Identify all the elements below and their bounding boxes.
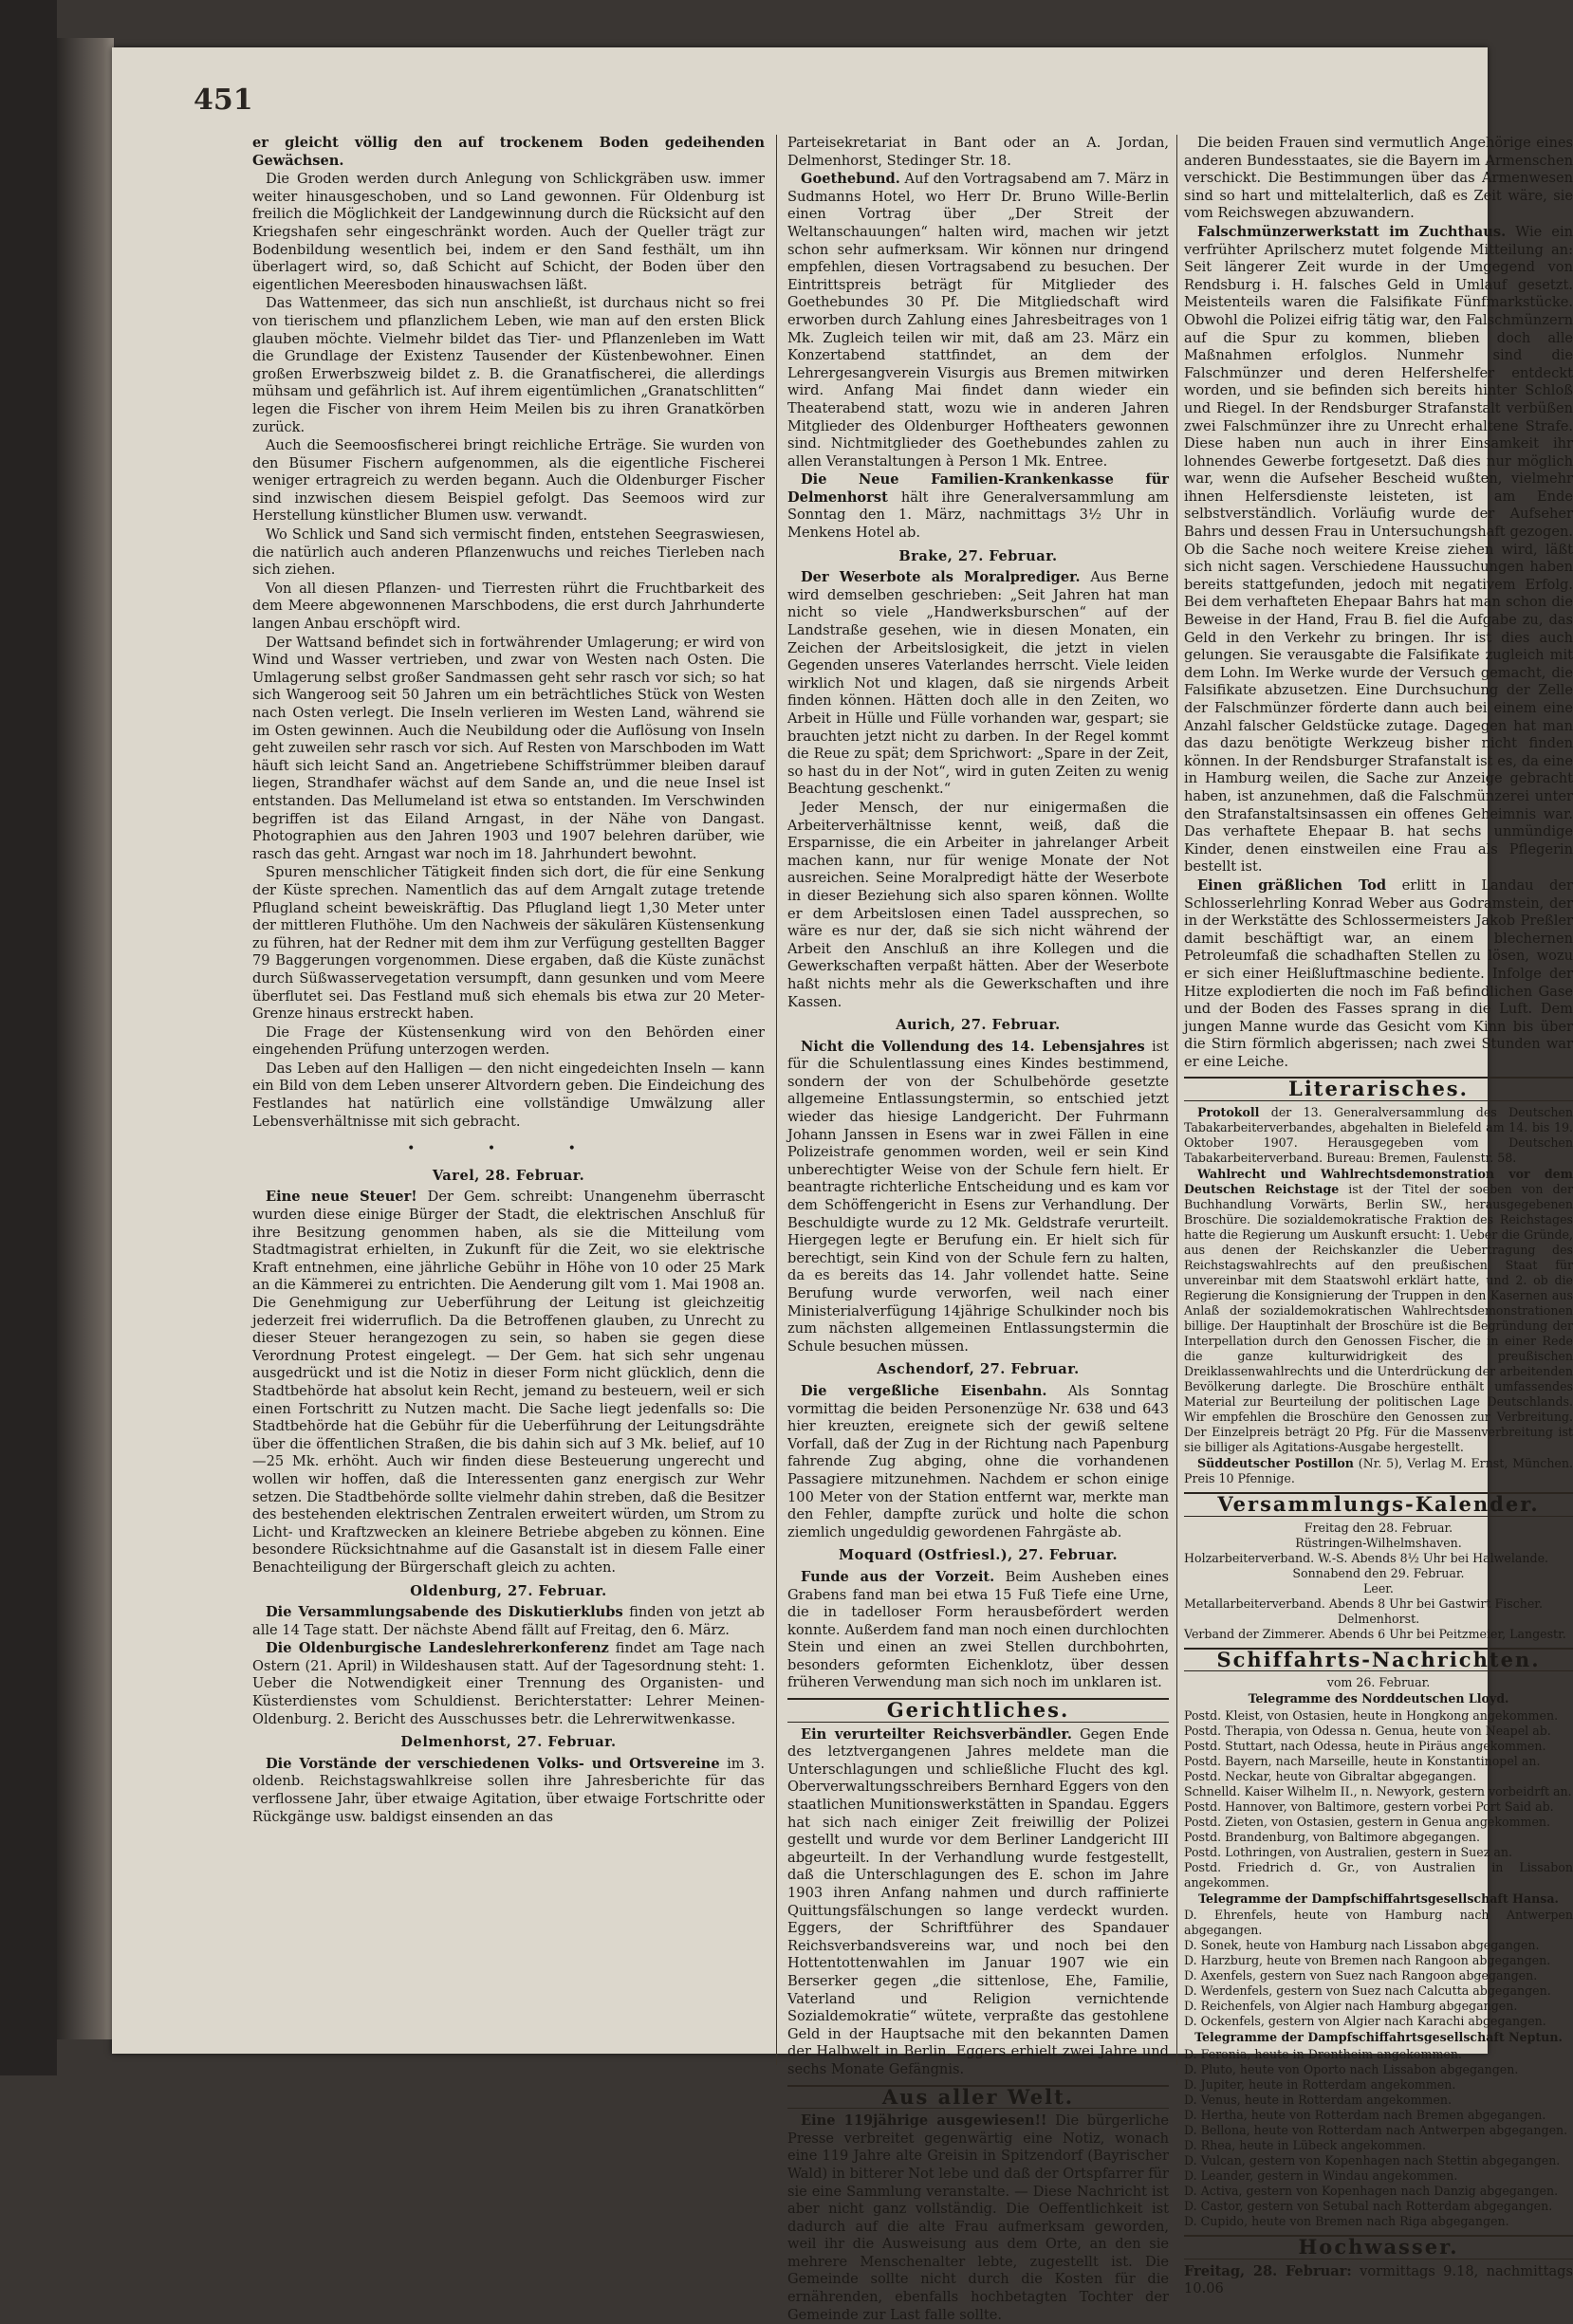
dateline: Aurich, 27. Februar. bbox=[896, 1017, 1061, 1034]
article: Die Oldenburgische Landeslehrerkonferenz findet am Tage nach Ostern (21. April) in Wildeshausen statt. Auf der Tagesordnung steht: 1. Ueber die Notwendigkeit einer Trennung des Organisten- und Küsterdienstes vom Schuldienst. Berichterstatter: Lehrer Meinen-Oldenburg. 2. Bericht des Ausschusses betr. die Lehrerwitwenkasse. bbox=[252, 1640, 765, 1727]
shipping-item: Postd. Therapia, von Odessa n. Genua, heute von Neapel ab. bbox=[1184, 1723, 1551, 1738]
paragraph: Das Wattenmeer, das sich nun anschließt, ist durchaus nicht so frei von tierischem und pflanzlichem Leben, wie man auf den ersten Blick glauben möchte. Vielmehr bildet das Tier- und Pflanzenleben im Watt die Grundlage der Existenz Tausender der Küstenbewohner. Einen großen Erwerbszweig bildet z. B. die Granatfischerei, die allerdings mühsam und gefährlich ist. Auf ihrem eigentümlichen „Granatschlitten“ legen die Fischer von ihrem Heim Meilen bis zu ihren Granatkörben zurück. bbox=[252, 295, 765, 435]
shipping-item: D. Vulcan, gestern von Kopenhagen nach Stettin abgegangen. bbox=[1184, 2153, 1561, 2168]
shipping-item: D. Rhea, heute in Lübeck angekommen. bbox=[1184, 2138, 1427, 2153]
article-heading: Funde aus der Vorzeit. bbox=[801, 1568, 995, 1585]
shipping-item: D. Castor, gestern von Setubal nach Rotterdam abgegangen. bbox=[1184, 2199, 1553, 2214]
article-heading: Die Vorstände der verschiedenen Volks- und Ortsvereine bbox=[266, 1755, 720, 1772]
calendar-place: Rüstringen-Wilhelmshaven. bbox=[1295, 1535, 1462, 1550]
shipping-item: D. Axenfels, gestern von Suez nach Rangoon abgegangen. bbox=[1184, 1968, 1538, 1983]
shipping-item: D. Harzburg, heute von Bremen nach Rangoon abgegangen. bbox=[1184, 1953, 1551, 1968]
shipping-item: Schnelld. Kaiser Wilhelm II., n. Newyork, gestern vorbeidrft an. bbox=[1184, 1783, 1572, 1798]
shipping-item: D. Bellona, heute von Rotterdam nach Antwerpen abgegangen. bbox=[1184, 2123, 1568, 2138]
paragraph: Auch die Seemoosfischerei bringt reichliche Erträge. Sie wurden von den Büsumer Fischern aufgenommen, als die eigentliche Fischerei weniger ertragreich zu werden begann. Auch die Oldenburger Fischer sind inzwischen diesem Beispiel gefolgt. Das Seemoos wird zur Herstellung künstlicher Blumen usw. verwandt. bbox=[252, 437, 765, 525]
shipping-item: D. Sonek, heute von Hamburg nach Lissabon abgegangen. bbox=[1184, 1938, 1540, 1953]
section-heading-schiffahrts-nachrichten: Schiffahrts-Nachrichten. bbox=[1184, 1648, 1573, 1672]
shipping-item: D. Venus, heute in Rotterdam angekommen. bbox=[1184, 2093, 1453, 2108]
article-heading: Einen gräßlichen Tod bbox=[1197, 876, 1387, 894]
paragraph: Das Leben auf den Halligen — den nicht eingedeichten Inseln — kann ein Bild von dem Leben unserer Altvordern geben. Die Eindeichung des Festlandes hat natürlich eine vollständige Umwälzung aller Lebensverhältnisse mit sich gebracht. bbox=[252, 1060, 765, 1130]
shipping-item: Postd. Hannover, von Baltimore, gestern vorbei Port Said ab. bbox=[1184, 1798, 1554, 1814]
shipping-item: D. Ehrenfels, heute von Hamburg nach Antwerpen abgegangen. bbox=[1184, 1908, 1573, 1938]
paragraph: er gleicht völlig den auf trockenem Boden gedeihenden Gewächsen. bbox=[252, 135, 765, 169]
article-heading: Eine neue Steuer! bbox=[266, 1189, 417, 1206]
article: Goethebund. Auf den Vortragsabend am 7. März in Sudmanns Hotel, wo Herr Dr. Bruno Wille-Berlin einen Vortrag über „Der Streit der Weltanschauungen“ halten wird, machen wir jetzt schon sehr aufmerksam. Wir können nur dringend empfehlen, diesen Vortragsabend zu besuchen. Der Eintrittspreis beträgt für Mitglieder des Goethebundes 30 Pf. Die Mitgliedschaft wird erworben durch Zahlung eines Jahresbeitrages von 1 Mk. Zugleich teilen wir mit, daß am 23. März ein Konzertabend stattfindet, an dem der Lehrergesangverein Visurgis aus Bremen mitwirken wird. Anfang Mai findet dann wieder ein Theaterabend statt, wozu wie in anderen Jahren Mitglieder des Oldenburger Hoftheaters gewonnen sind. Nichtmitglieder des Goethebundes zahlen zu allen Veranstaltungen à Person 1 Mk. Entree. bbox=[787, 171, 1169, 470]
article-heading: Eine 119jährige ausgewiesen!! bbox=[801, 2112, 1047, 2130]
shipping-item: Postd. Brandenburg, von Baltimore abgegangen. bbox=[1184, 1829, 1481, 1844]
shipping-item: D. Cupido, heute von Bremen nach Riga abgegangen. bbox=[1184, 2214, 1509, 2229]
article: Eine 119jährige ausgewiesen!! Die bürgerliche Presse verbreitet gegenwärtig eine Notiz, wonach eine 119 Jahre alte Greisin in Spitzendorf (Bayrischer Wald) in bitterer Not lebe und daß der Ortspfarrer für sie eine Sammlung veranstalte. — Diese Nachricht ist aber nicht ganz vollständig. Die Oeffentlichkeit ist dadurch auf die alte Frau aufmerksam geworden, weil ihr die Ausweisung aus dem Orte, an den sie mehrere Menschenalter lebte, zugestellt ist. Die Gemeinde sollte nicht durch die Kosten für die ernährenden, ebenfalls hochbetagten Tochter der Gemeinde zur Last falle sollte. bbox=[787, 2112, 1170, 2323]
article: Die vergeßliche Eisenbahn. Als Sonntag vormittag die beiden Personenzüge Nr. 638 und 643 hier kreuzten, ereignete sich der gewiß seltene Vorfall, daß der Zug in der Richtung nach Papenburg fahrende Zug abging, ohne die vorhandenen Passagiere mitzunehmen. Nachdem er schon einige 100 Meter von der Station entfernt war, merkte man den Fehler, dampfte zurück und holte die schon ziemlich ungeduldig gewordenen Fahrgäste ab. bbox=[787, 1382, 1169, 1540]
telegram-heading: Telegramme der Dampfschiffahrtsgesellschaft Neptun. bbox=[1194, 2030, 1563, 2045]
article-heading: Die vergeßliche Eisenbahn. bbox=[801, 1382, 1047, 1399]
article-heading: Der Weserbote als Moralprediger. bbox=[801, 569, 1081, 586]
book-notice: Süddeutscher Postillon (Nr. 5), Verlag M. Ernst, München. Preis 10 Pfennige. bbox=[1184, 1456, 1573, 1486]
paragraph: Wo Schlick und Sand sich vermischt finden, entstehen Seegraswiesen, die natürlich auch anderen Pflanzenwuchs und reiches Tierleben nach sich ziehen. bbox=[252, 526, 765, 579]
shipping-item: D. Leander, gestern in Windau angekommen. bbox=[1184, 2168, 1458, 2184]
shipping-list-lloyd bbox=[1184, 1708, 1573, 1891]
article-heading: Goethebund. bbox=[801, 171, 900, 188]
article-heading: Nicht die Vollendung des 14. Lebensjahres bbox=[801, 1038, 1145, 1055]
telegram-heading: Telegramme der Dampfschiffahrtsgesellschaft Hansa. bbox=[1198, 1891, 1559, 1906]
column-2 bbox=[787, 135, 1170, 2323]
paragraph: Die beiden Frauen sind vermutlich Angehörige eines anderen Bundesstaates, sie die Bayern im Armenschen verschickt. Die Bestimmungen über das Armenwesen sind so hart und mittelalterlich, daß es Zeit wäre, sie vom Reichswegen abzuwandern. bbox=[1184, 135, 1573, 222]
calendar-date: Freitag den 28. Februar. bbox=[1304, 1520, 1453, 1535]
section-heading-literarisches: Literarisches. bbox=[1184, 1077, 1573, 1101]
paragraph: Der Wattsand befindet sich in fortwährender Umlagerung; er wird von Wind und Wasser vertrieben, und zwar von Westen nach Osten. Die Umlagerung selbst großer Sandmassen geht sehr rasch vor sich; so hat sich Wangeroog seit 50 Jahren um ein beträchtliches Stück von Westen nach Osten verlegt. Die Inseln verlieren im Westen Land, während sie im Osten gewinnen. Auch die Neubildung oder die Auflösung von Inseln geht zuweilen sehr rasch vor sich. Auf Resten von Marschboden im Watt häuft sich leicht Sand an. Angetriebene Schiffstrümmer bleiben darauf liegen, Strandhafer wächst auf dem Sande an, und die neue Insel ist entstanden. Das Mellumeland ist etwa so entstanden. Im Verschwinden begriffen ist das Eiland Arngast, in der Nähe von Dangast. Photographien aus den Jahren 1903 und 1907 belehren darüber, wie rasch das geht. Arngast war noch im 18. Jahrhundert bewohnt. bbox=[252, 634, 765, 862]
section-heading-hochwasser: Hochwasser. bbox=[1184, 2235, 1573, 2259]
paragraph: Parteisekretariat in Bant oder an A. Jordan, Delmenhorst, Stedinger Str. 18. bbox=[787, 135, 1169, 169]
article: Die Neue Familien-Krankenkasse für Delmenhorst hält ihre Generalversammlung am Sonntag den 1. März, nachmittags 3½ Uhr in Menkens Hotel ab. bbox=[787, 471, 1169, 542]
shipping-item: Postd. Kleist, von Ostasien, heute in Hongkong angekommen. bbox=[1184, 1707, 1559, 1723]
article-heading: Die Neue Familien-Krankenkasse für Delmenhorst bbox=[787, 471, 1169, 506]
shipping-item: D. Reichenfels, von Algier nach Hamburg abgegangen. bbox=[1184, 1999, 1518, 2014]
calendar-entry: Holzarbeiterverband. W.-S. Abends 8½ Uhr bei Halwelande. bbox=[1184, 1550, 1549, 1565]
shipping-list-hansa bbox=[1184, 1908, 1573, 2029]
paragraph: Spuren menschlicher Tätigkeit finden sich dort, die für eine Senkung der Küste sprechen. Namentlich das auf dem Arngalt zutage tretende Pflugland scheint beweiskräftig. Das Pflugland liegt 1,30 Meter unter der mittleren Fluthöhe. Um den Nachweis der säkulären Küstensenkung zu führen, hat der Redner mit dem ihm zur Verfügung gestellten Bagger 79 Baggerungen vorgenommen. Diese ergaben, daß die Küste zunächst durch Süßwasservegetation versumpft, dann gesunken und vom Meere überflutet sei. Das Festland muß sich ehemals bis etwa zur 20 Meter-Grenze hinaus erstreckt haben. bbox=[252, 864, 765, 1023]
column-rule bbox=[776, 135, 777, 2065]
article-heading: Falschmünzerwerkstatt im Zuchthaus. bbox=[1197, 223, 1507, 240]
section-divider: • • • bbox=[407, 1141, 610, 1157]
article-heading: Die Versammlungsabende des Diskutierklubs bbox=[266, 1604, 623, 1621]
article: Funde aus der Vorzeit. Beim Ausheben eines Grabens fand man bei etwa 15 Fuß Tiefe eine Urne, die in tadelloser Form herausbefördert werden konnte. Außerdem fand man noch einen durchlochten Stein und einen an zwei Stellen durchbohrten, besonders geformten Eichenklotz, über dessen früheren Verwendung man sich noch im unklaren ist. bbox=[787, 1568, 1169, 1691]
paragraph: Die Groden werden durch Anlegung von Schlickgräben usw. immer weiter hinausgeschoben, und so Land gewonnen. Für Oldenburg ist freilich die Möglichkeit der Landgewinnung durch die Rücksicht auf den Kriegshafen sehr eingeschränkt worden. Auch der Queller trägt zur Bodenbildung wesentlich bei, indem er den Sand festhält, um ihn überlagert wird, so, daß Schicht auf Schicht, der Boden über den eigentlichen Meeresboden hinauswachsen läßt. bbox=[252, 171, 765, 293]
shipping-item: D. Jupiter, heute in Rotterdam angekommen. bbox=[1184, 2077, 1456, 2093]
column-3 bbox=[1184, 135, 1573, 2297]
article: Die Versammlungsabende des Diskutierklubs finden von jetzt ab alle 14 Tage statt. Der nächste Abend fällt auf Freitag, den 6. März. bbox=[252, 1604, 766, 1638]
article: Eine neue Steuer! Der Gem. schreibt: Unangenehm überrascht wurden diese einige Bürger der Stadt, die elektrischen Anschluß für ihre Besitzung genommen haben, als sie die Mitteilung vom Stadtmagistrat erhielten, in Zukunft für die Zeit, wo sie elektrische Kraft entnehmen, eine jährliche Gebühr in Höhe von 10 oder 25 Mark an die Kämmerei zu entrichten. Die Aenderung gilt vom 1. Mai 1908 an. Die Genehmigung zur Ueberführung der Leitung ist gleichzeitig jederzeit frei widerruflich. Da die Betroffenen glauben, zu Unrecht zu dieser Steuer herangezogen zu sein, so haben sie gegen diese Verordnung Protest eingelegt. — Der Gem. hat sich sehr ungenau ausgedrückt und ist die Notiz in dieser Form nicht glücklich, denn die Stadtbehörde hat absolut kein Recht, jemand zu besteuern, weil er sich einen Fortschritt zu Nutzen macht. Die Sache liegt jedenfalls so: Die Stadtbehörde hat die Gebühr für die Ueberführung der Leitungsdrähte über die öffentlichen Straßen, die bis dahin sich auf 3 Mk. belief, auf 10—25 Mk. erhöht. Auch wir finden diese Besteuerung ungerecht und wollen wir hoffen, daß die Interessenten ganz energisch zur Wehr setzen. Die Stadtbehörde sollte vielmehr dahin streben, daß die Besitzer des bestehenden elektrischen Zentralen erweitert würden, um Strom zu Licht- und Kraftzwecken an kleinere Betriebe abgeben zu können. Eine besondere Rücksichtnahme auf die Gasanstalt ist in diesem Falle einer Benachteiligung der Bürgerschaft gleich zu achten. bbox=[252, 1189, 765, 1576]
dateline: Brake, 27. Februar. bbox=[898, 547, 1058, 564]
article: Der Weserbote als Moralprediger. Aus Berne wird demselben geschrieben: „Seit Jahren hat man nicht so viele „Handwerksburschen“ auf der Landstraße gesehen, wie in diesen Monaten, ein Zeichen der Arbeitslosigkeit, die jetzt in vielen Gegenden unseres Vaterlandes herrscht. Viele leiden wirklich Not und klagen, daß sie nirgends Arbeit finden können. Hätten doch alle in den Zeiten, wo Arbeit in Hülle und Fülle vorhanden war, gespart; sie brauchten jetzt nicht zu darben. In der Regel kommt die Reue zu spät; dem Sprichwort: „Spare in der Zeit, so hast du in der Not“, wird in guten Zeiten zu wenig Beachtung geschenkt.“ bbox=[787, 569, 1169, 798]
shipping-item: Postd. Friedrich d. Gr., von Australien in Lissabon angekommen. bbox=[1184, 1859, 1573, 1890]
article-heading: Die Oldenburgische Landeslehrerkonferenz bbox=[266, 1640, 609, 1657]
dateline: Aschendorf, 27. Februar. bbox=[877, 1361, 1080, 1378]
shipping-item: Postd. Lothringen, von Australien, gestern in Suez an. bbox=[1184, 1844, 1512, 1859]
paragraph: Jeder Mensch, der nur einigermaßen die Arbeiterverhältnisse kennt, weiß, daß die Ersparnisse, die ein Arbeiter in jahrelanger Arbeit machen kann, nur für wenige Monate der Not ausreichen. Seine Moralpredigt hätte der Weserbote in dieser Beziehung sich also sparen können. Wollte er dem Arbeitslosen einen Tadel aussprechen, so wäre es nur der, daß sie sich nicht während der Arbeit den Anschluß an ihre Kollegen und die Gewerkschaften verpaßt hätten. Aber der Weserbote haßt nichts mehr als die Gewerkschaften und ihre Kassen. bbox=[787, 799, 1169, 1010]
shipping-item: D. Activa, gestern von Kopenhagen nach Danzig abgegangen. bbox=[1184, 2184, 1559, 2199]
book-notice: Wahlrecht und Wahlrechtsdemonstration vor dem Deutschen Reichstage ist der Titel der soeben von der Buchhandlung Vorwärts, Berlin SW., herausgegebenen Broschüre. Die sozialdemokratische Fraktion des Reichstages hatte die Regierung um Auskunft ersucht: 1. Ueber die Gründe, aus denen der Reichskanzler die Uebertragung des Reichstagswahlrechts auf den preußischen Staat für unvereinbar mit dem Staatswohl erklärt hatte, und 2. ob die Regierung die Konsignierung der Truppen in den Kasernen aus Anlaß der sozialdemokratischen Wahlrechtsdemonstrationen billige. Der Hauptinhalt der Broschüre ist die Begründung der Interpellation durch den Genossen Fischer, die in einer Rede die ganze kulturwidrigkeit des preußischen Dreiklassenwahlrechts und die Unterdrückung der arbeitenden Bevölkerung darlegte. Die Broschüre enthält umfassendes Material zur Beurteilung der politischen Lage Deutschlands. Wir empfehlen die Broschüre den Genossen zur Verbreitung. Der Einzelpreis beträgt 20 Pfg. Für die Massenverbreitung ist sie billiger als Agitations-Ausgabe hergestellt. bbox=[1184, 1167, 1573, 1455]
calendar-place: Delmenhorst. bbox=[1337, 1611, 1420, 1626]
book-binding bbox=[0, 0, 57, 2075]
article: Ein verurteilter Reichsverbändler. Gegen Ende des letztvergangenen Jahres meldete man die Unterschlagungen und schließliche Flucht des kgl. Oberverwaltungsschreibers Bernhard Eggers von den staatlichen Munitionswerkstätten in Spandau. Eggers hat sich nach einiger Zeit freiwillig der Polizei gestellt und wurde vor dem Berliner Landgericht III abgeurteilt. In der Verhandlung wurde festgestellt, daß die Unterschlagungen des E. schon im Jahre 1903 ihren Anfang nahmen und durch raffinierte Quittungsfälschungen so lange verdeckt wurden. Eggers, der Schriftführer des Spandauer Reichsverbandsvereins war, und noch bei den Hottentottenwahlen im Januar 1907 wie ein Berserker gegen „die sittenlose, Ehe, Familie, Vaterland und Religion vernichtende Sozialdemokratie“ wütete, verpraßte das gestohlene Geld in der Hauptsache mit den bekannten Damen der Halbwelt in Berlin. Eggers erhielt zwei Jahre und sechs Monate Gefängnis. bbox=[787, 1725, 1169, 2077]
book-notice: Protokoll der 13. Generalversammlung des Deutschen Tabakarbeiterverbandes, abgehalten in Bielefeld am 14. bis 19. Oktober 1907. Herausgegeben vom Deutschen Tabakarbeiterverband. Bureau: Bremen, Faulenstr. 58. bbox=[1184, 1105, 1573, 1166]
article-heading: Ein verurteilter Reichsverbändler. bbox=[801, 1725, 1072, 1743]
shipping-item: D. Ockenfels, gestern von Algier nach Karachi abgegangen. bbox=[1184, 2014, 1546, 2029]
calendar-date: Sonnabend den 29. Februar. bbox=[1292, 1565, 1465, 1580]
page-gutter bbox=[57, 38, 114, 2039]
shipping-item: D. Pluto, heute von Oporto nach Lissabon abgegangen. bbox=[1184, 2062, 1519, 2077]
column-rule bbox=[1176, 135, 1177, 2065]
shipping-date: vom 26. Februar. bbox=[1326, 1675, 1431, 1690]
shipping-item: D. Werdenfels, gestern von Suez nach Calcutta abgegangen. bbox=[1184, 1983, 1551, 1999]
shipping-item: Postd. Stuttart, nach Odessa, heute in Piräus angekommen. bbox=[1184, 1738, 1546, 1753]
telegram-heading: Telegramme des Norddeutschen Lloyd. bbox=[1248, 1691, 1509, 1706]
shipping-list-neptun bbox=[1184, 2047, 1573, 2229]
shipping-item: Postd. Neckar, heute von Gibraltar abgegangen. bbox=[1184, 1768, 1477, 1783]
newspaper-page bbox=[112, 47, 1573, 2323]
calendar-entry: Verband der Zimmerer. Abends 6 Uhr bei Peitzmeier, Langestr. bbox=[1184, 1626, 1566, 1641]
dateline: Moquard (Ostfriesl.), 27. Februar. bbox=[838, 1547, 1119, 1564]
section-heading-versammlungs-kalender: Versammlungs-Kalender. bbox=[1184, 1492, 1573, 1517]
dateline: Delmenhorst, 27. Februar. bbox=[400, 1734, 617, 1751]
section-heading-gerichtliches: Gerichtliches. bbox=[787, 1698, 1169, 1723]
calendar-place: Leer. bbox=[1363, 1580, 1394, 1595]
calendar-entry: Metallarbeiterverband. Abends 8 Uhr bei Gastwirt Fischer. bbox=[1184, 1595, 1543, 1611]
column-1 bbox=[252, 135, 765, 2075]
paragraph: Von all diesen Pflanzen- und Tierresten rührt die Fruchtbarkeit des dem Meere abgewonnenen Marschbodens, die erst durch Jahrhunderte langen Anbau erschöpft wird. bbox=[252, 580, 765, 633]
shipping-item: D. Hertha, heute von Rotterdam nach Bremen abgegangen. bbox=[1184, 2108, 1546, 2123]
shipping-item: Postd. Bayern, nach Marseille, heute in Konstantinopel an. bbox=[1184, 1753, 1541, 1768]
shipping-item: D. Feronia, heute in Drontheim angekommen. bbox=[1184, 2047, 1462, 2062]
page-number: 451 bbox=[194, 83, 253, 117]
dateline: Varel, 28. Februar. bbox=[432, 1167, 585, 1184]
article: Einen gräßlichen Tod erlitt in Landau der Schlosserlehrling Konrad Weber aus Godramstein, der in der Werkstätte des Schlossermeisters Jakob Preßler damit beschäftigt war, an einem blechernen Petroleumfaß die schadhaften Stellen zu lösen, wozu er sich einer Heißluftmaschine bediente. Infolge der Hitze explodierten die noch im Faß befindlichen Gase und der Boden des Fasses sprang in die Luft. Dem jungen Manne wurde das Gesicht vom Kinn bis über die Stirn förmlich abgerissen; nach zwei Stunden war er eine Leiche. bbox=[1184, 876, 1573, 1070]
shipping-item: Postd. Zieten, von Ostasien, gestern in Genua angekommen. bbox=[1184, 1814, 1551, 1829]
article: Falschmünzerwerkstatt im Zuchthaus. Wie ein verfrühter Aprilscherz mutet folgende Mitteilung an: Seit längerer Zeit wurde in der Umgegend von Rendsburg i. H. falsches Geld in Umlauf gesetzt. Meistenteils waren die Falsifikate Fünfmarkstücke. Obwohl die Polizei eifrig tätig war, den Falschmünzern auf die Spur zu kommen, blieben doch alle Maßnahmen erfolglos. Nunmehr sind die Falschmünzer und deren Helfershelfer entdeckt worden, und sie befinden sich bereits hinter Schloß und Riegel. In der Rendsburger Strafanstalt verbüßen zwei Falschmünzer ihre zu Unrecht erhaltene Strafe. Diese haben nun auch in ihrer Einsamkeit ihr lohnendes Gewerbe fortgesetzt. Daß dies nur möglich war, wenn die Aufseher Bescheid wußten, vielmehr ihnen Helfersdienste leisteten, ist am Ende selbstverständlich. Vorläufig wurde der Aufseher Bahrs und dessen Frau in Untersuchungshaft gezogen. Ob die Sache noch weitere Kreise ziehen wird, läßt sich nicht sagen. Verschiedene Haussuchungen haben bereits stattgefunden, jedoch mit negativem Erfolg. Bei dem verhafteten Ehepaar Bahrs hat man schon die Beweise in der Hand, Frau B. fiel die Aufgabe zu, das Geld in den Verkehr zu bringen. Ihr ist dies auch gelungen. Sie verausgabte die Falsifikate zugleich mit dem Lohn. Im Werke wurde der Versuch gemacht, die Falsifikate abzusetzen. Eine Durchsuchung der Zelle der Falschmünzer förderte dann auch bei einem eine Anzahl falscher Geldstücke zutage. Dagegen hat man das dazu benötigte Werkzeug bisher nicht finden können. In der Rendsburger Strafanstalt ist es, da eine in Hamburg weilen, die Sache zur Anzeige gebracht haben, ist anzunehmen, daß die Falschmünzerei unter den Strafanstaltsinsassen ein offenes Geheimnis war. Das verhaftete Ehepaar B. hat sechs unmündige Kinder, denen einstweilen eine Frau als Pflegerin bestellt ist. bbox=[1184, 223, 1573, 876]
high-water-times: Freitag, 28. Februar: vormittags 9.18, nachmittags 10.06 bbox=[1184, 2262, 1573, 2297]
paragraph: Die Frage der Küstensenkung wird von den Behörden einer eingehenden Prüfung unterzogen werden. bbox=[252, 1024, 765, 1059]
section-heading-aus-aller-welt: Aus aller Welt. bbox=[787, 2085, 1169, 2110]
dateline: Oldenburg, 27. Februar. bbox=[410, 1582, 607, 1599]
article: Die Vorstände der verschiedenen Volks- und Ortsvereine im 3. oldenb. Reichstagswahlkreise sollen ihre Jahresberichte für das verflossene Jahr, über etwaige Agitation, über etwaige Fortschritte oder Rückgänge usw. baldigst einsenden an das bbox=[252, 1755, 765, 1825]
article: Nicht die Vollendung des 14. Lebensjahres ist für die Schulentlassung eines Kindes bestimmend, sondern der von der Schulbehörde gesetzte allgemeine Entlassungstermin, so entschied jetzt wieder das hiesige Landgericht. Der Fuhrmann Johann Janssen in Esens war in zwei Fällen in eine Polizeistrafe genommen worden, weil er sein Kind unberechtigter Weise von der Schule fern hielt. Er beantragte richterliche Entscheidung und es kam vor dem Schöffengericht in Esens zur Verhandlung. Der Beschuldigte wurde zu 12 Mk. Geldstrafe verurteilt. Hiergegen legte er Berufung ein. Er hielt sich für berechtigt, sein Kind von der Schule fern zu halten, da es bereits das 14. Jahr vollendet hatte. Seine Berufung wurde verworfen, weil nach einer Ministerialverfügung 14jährige Schulkinder noch bis zum nächsten allgemeinen Entlassungstermin die Schule besuchen müssen. bbox=[787, 1038, 1169, 1355]
